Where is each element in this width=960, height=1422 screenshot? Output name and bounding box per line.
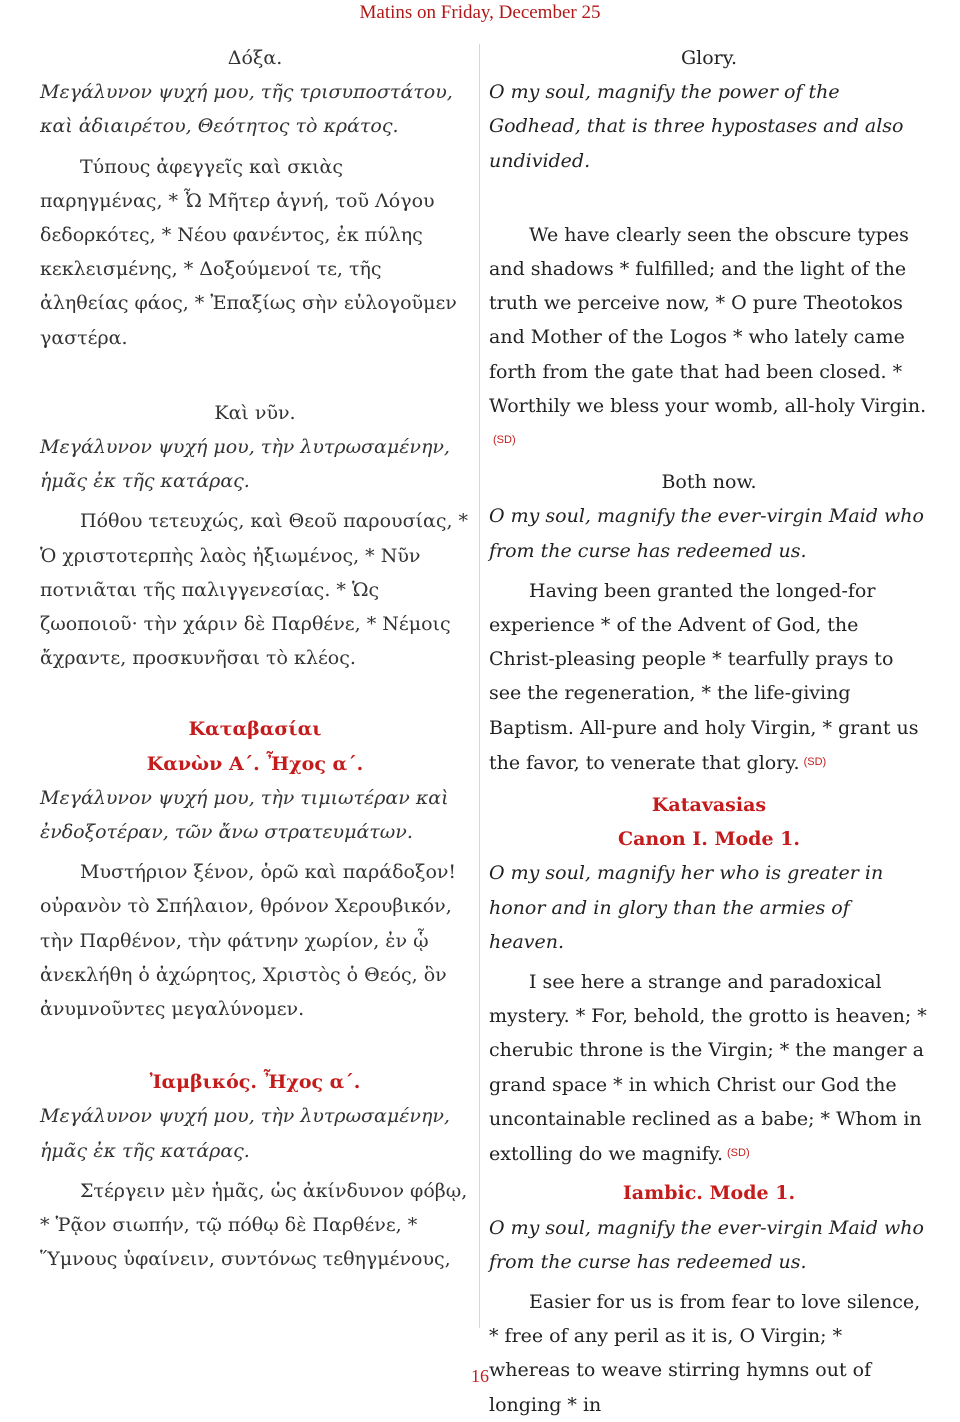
english-column <box>489 41 929 1422</box>
english-canon-heading: Canon I. Mode 1. <box>618 828 800 851</box>
greek-glory: Δόξα. <box>227 47 283 69</box>
greek-refrain-1: Μεγάλυνον ψυχή μου, τῆς τρισυποστάτου, καὶ ἀδιαιρέτου, Θεότητος τὸ κράτος. <box>40 81 453 138</box>
greek-hirmos-1: Μυστήριον ξένον, ὁρῶ καὶ παράδοξον! οὐρανὸν τὸ Σπήλαιον, θρόνον Χερουβικόν, τὴν Παρθένον, τὴν φάτνην χωρίον, ἐν ᾧ ἀνεκλήθη ὁ ἀχώρητος, Χριστὸς ὁ Θεός, ὃν ἀνυμνοῦντες μεγαλύνομεν. <box>40 861 457 1021</box>
greek-hirmos-2: Στέργειν μὲν ἡμᾶς, ὡς ἀκίνδυνον φόβῳ, * Ῥᾷον σιωπήν, τῷ πόθῳ δὲ Παρθένε, * Ὕμνους ὑφαίνειν, συντόνως τεθηγμένους, <box>40 1179 468 1271</box>
sd-marker: (SD) <box>803 755 827 768</box>
greek-troparion-1: Τύπους ἀφεγγεῖς καὶ σκιὰς παρηγμένας, * Ὦ Μῆτερ ἁγνή, τοῦ Λόγου δεδορκότες, * Νέου φανέντος, ἐκ πύλης κεκλεισμένης, * Δοξούμενοί τε, τῆς ἀληθείας φάος, * Ἐπαξίως σὴν εὐλογοῦμεν γαστέρα. <box>40 155 457 349</box>
english-katavasias-heading: Katavasias <box>651 794 767 817</box>
greek-both-now: Καὶ νῦν. <box>214 401 296 424</box>
english-refrain-2: O my soul, magnify the ever-virgin Maid who from the curse has redeemed us. <box>489 505 924 562</box>
column-divider <box>479 44 480 1328</box>
english-refrain-4: O my soul, magnify the ever-virgin Maid who from the curse has redeemed us. <box>489 1216 924 1273</box>
greek-iambic-heading: Ἰαμβικός. Ἦχος α΄. <box>149 1071 361 1094</box>
sd-marker: (SD) <box>493 434 516 447</box>
greek-refrain-2: Μεγάλυνον ψυχή μου, τὴν λυτρωσαμένην, ἡμᾶς ἐκ τῆς κατάρας. <box>40 436 450 493</box>
greek-katavasias-heading: Καταβασίαι <box>188 718 322 741</box>
english-both-now: Both now. <box>661 471 757 494</box>
english-hirmos-1-text: I see here a strange and paradoxical mystery. * For, behold, the grotto is heaven; * cherubic throne is the Virgin; * the manger a grand space * in which Christ our God the uncontainable reclined as a babe; * Whom in extolling do we magnify. <box>489 971 927 1166</box>
greek-refrain-4: Μεγάλυνον ψυχή μου, τὴν λυτρωσαμένην, ἡμᾶς ἐκ τῆς κατάρας. <box>40 1105 450 1162</box>
page-number: 16 <box>471 1366 489 1386</box>
english-troparion-1-text: We have clearly seen the obscure types and shadows * fulfilled; and the light of the truth we perceive now, * O pure Theotokos and Mother of the Logos * who lately came forth from the gate that had been closed. * Worthily we bless your womb, all-holy Virgin. <box>489 223 927 417</box>
english-hirmos-2: Easier for us is from fear to love silence, * free of any peril as it is, O Virgin; * whereas to weave stirring hymns out of longing * in <box>489 1290 921 1416</box>
greek-troparion-2: Πόθου τετευχώς, καὶ Θεοῦ παρουσίας, * Ὁ χριστοτερπὴς λαὸς ἠξιωμένος, * Νῦν ποτνιᾶται τῆς παλιγγενεσίας. * Ὡς ζωοποιοῦ· τὴν χάριν δὲ Παρθένε, * Νέμοις ἄχραντε, προσκυνῆσαι τὸ κλέος. <box>40 510 469 670</box>
greek-column <box>40 41 470 1277</box>
english-troparion-2 <box>489 574 929 780</box>
sd-marker: (SD) <box>727 1147 750 1160</box>
english-hirmos-1 <box>489 965 929 1171</box>
running-header <box>0 0 960 24</box>
greek-canon-heading: Κανὼν Α΄. Ἦχος α΄. <box>146 752 364 775</box>
english-troparion-1 <box>489 218 929 458</box>
header-title: Matins on Friday, December 25 <box>359 2 601 23</box>
english-glory: Glory. <box>680 47 738 69</box>
english-refrain-3: O my soul, magnify her who is greater in honor and in glory than the armies of heaven. <box>489 862 884 953</box>
english-troparion-2-text: Having been granted the longed-for experience * of the Advent of God, the Christ-pleasing people * tearfully prays to see the regeneration, * the life-giving Baptism. All-pure and holy Virgin, * grant us the favor, to venerate that glory. <box>489 579 919 774</box>
greek-refrain-3: Μεγάλυνον ψυχή μου, τὴν τιμιωτέραν καὶ ἐνδοξοτέραν, τῶν ἄνω στρατευμάτων. <box>40 786 449 844</box>
english-iambic-heading: Iambic. Mode 1. <box>622 1182 796 1205</box>
english-refrain-1: O my soul, magnify the power of the Godhead, that is three hypostases and also undivided. <box>489 81 904 172</box>
